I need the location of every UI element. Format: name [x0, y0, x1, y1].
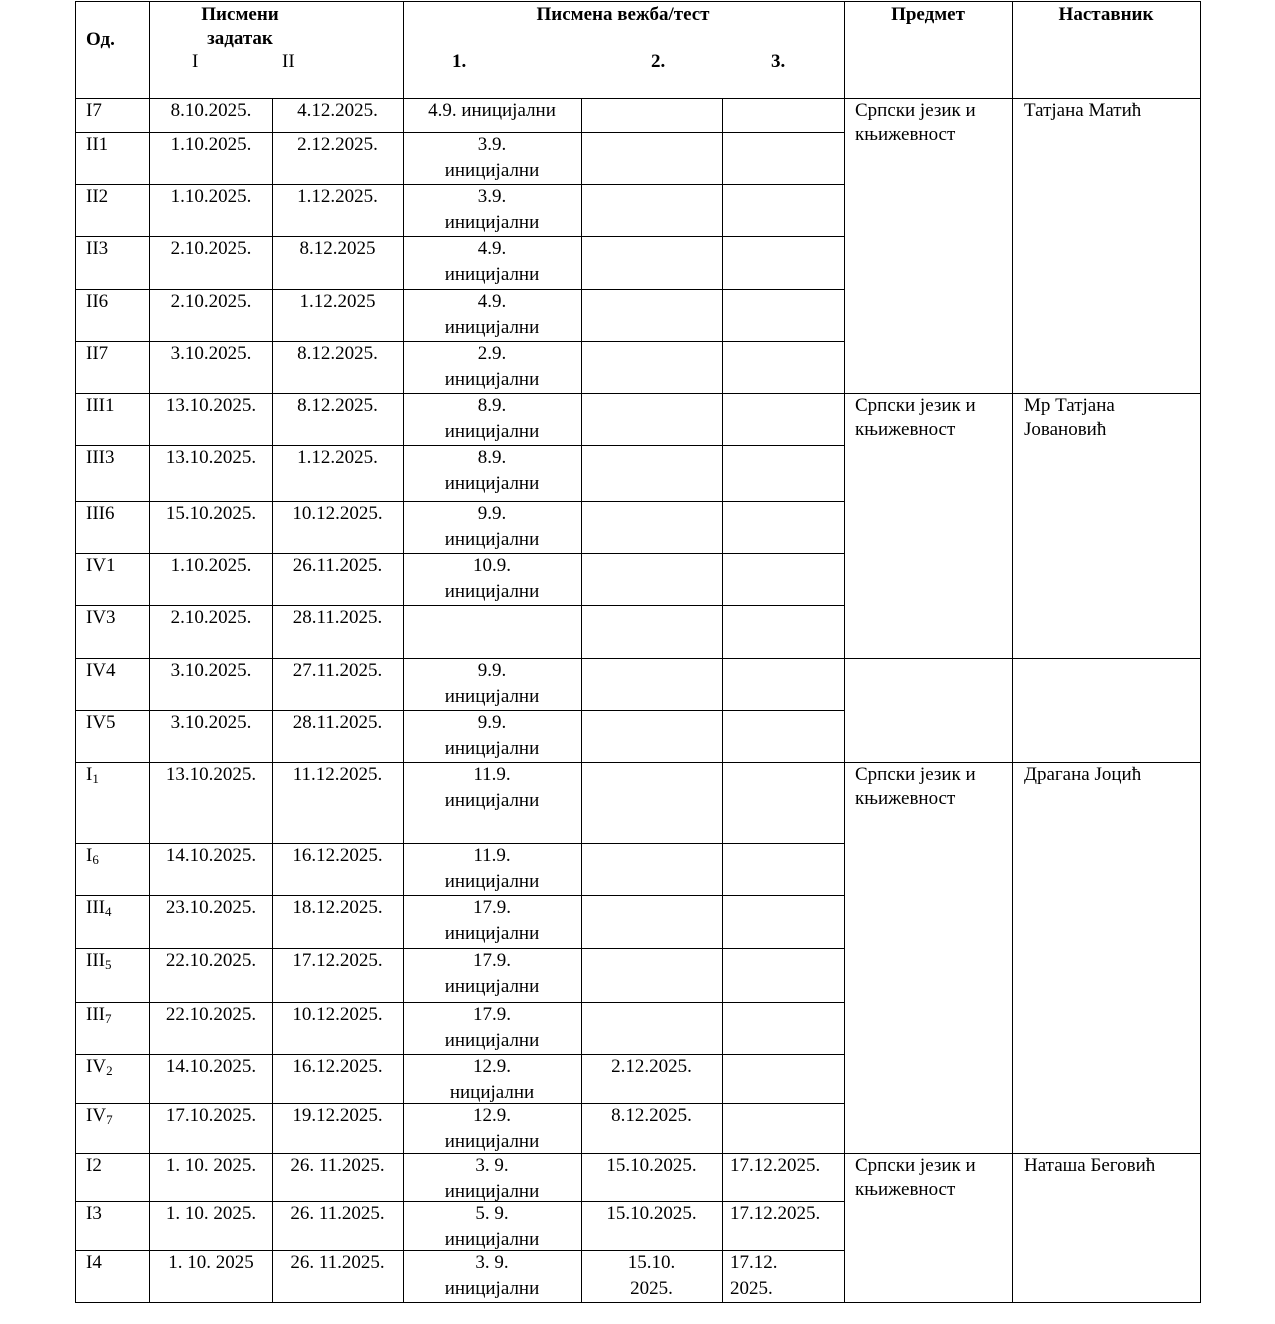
cell-zadatak-1: 13.10.2025.: [165, 395, 257, 416]
cell-od: IV3: [86, 607, 116, 628]
cell-test-1: 4.9.: [477, 238, 507, 259]
cell-zadatak-2: 26. 11.2025.: [290, 1155, 385, 1176]
cell-zadatak-2: 16.12.2025.: [292, 845, 383, 866]
cell-od: II7: [86, 343, 109, 364]
cell-test-1-note: иницијални: [444, 421, 540, 442]
cell-od-wrap: [86, 762, 99, 788]
cell-od-wrap: [86, 895, 111, 921]
header-vezba-1: 1.: [452, 51, 467, 72]
cell-zadatak-1: 17.10.2025.: [165, 1105, 257, 1126]
header-vezba-2: 2.: [651, 51, 666, 72]
cell-zadatak-2: 2.12.2025.: [297, 134, 378, 155]
cell-zadatak-2: 1.12.2025.: [297, 186, 378, 207]
cell-test-2: 15.10.2025.: [606, 1155, 697, 1176]
grid-line: [722, 98, 723, 1302]
grid-line: [844, 1, 845, 1302]
header-vezba-3: 3.: [771, 51, 786, 72]
cell-test-1-note: иницијални: [444, 976, 540, 997]
cell-zadatak-2: 10.12.2025.: [292, 1004, 383, 1025]
cell-test-1: 17.9.: [473, 897, 511, 918]
cell-od-wrap: [86, 1054, 113, 1080]
cell-od-wrap: [86, 948, 111, 974]
cell-test-1: 8.9.: [477, 395, 507, 416]
cell-od-subscript: 1: [92, 771, 99, 786]
cell-od: II6: [86, 291, 109, 312]
cell-od: I4: [86, 1252, 102, 1273]
cell-od-wrap: [86, 1103, 113, 1129]
cell-test-1: 10.9.: [473, 555, 511, 576]
cell-od: I3: [86, 1203, 102, 1224]
teacher-line1: Мр Татјана: [1024, 395, 1115, 416]
cell-zadatak-1: 15.10.2025.: [165, 503, 257, 524]
cell-test-1-note: иницијални: [444, 686, 540, 707]
subject-line1: Српски језик и: [855, 764, 976, 785]
cell-od: IV4: [86, 660, 116, 681]
header-pismeni-ii: II: [282, 51, 295, 72]
cell-test-3-cont: 2025.: [730, 1278, 773, 1299]
cell-zadatak-1: 8.10.2025.: [170, 100, 252, 121]
cell-test-1: 12.9.: [473, 1105, 511, 1126]
cell-zadatak-1: 1. 10. 2025.: [165, 1155, 257, 1176]
subject-line1: Српски језик и: [855, 1155, 976, 1176]
cell-zadatak-2: 26.11.2025.: [292, 555, 383, 576]
cell-zadatak-2: 16.12.2025.: [292, 1056, 383, 1077]
cell-test-3: 17.12.2025.: [730, 1155, 821, 1176]
cell-od: III: [86, 1004, 105, 1025]
cell-od: I7: [86, 100, 102, 121]
cell-zadatak-2: 17.12.2025.: [292, 950, 383, 971]
cell-test-2: 8.12.2025.: [611, 1105, 692, 1126]
cell-zadatak-1: 1.10.2025.: [170, 186, 252, 207]
subject-line2: књижевност: [855, 788, 956, 809]
cell-od-subscript: 6: [92, 852, 99, 867]
cell-od: III: [86, 950, 105, 971]
cell-test-1: 3. 9.: [475, 1155, 509, 1176]
grid-line: [1012, 1, 1013, 1302]
cell-zadatak-1: 1. 10. 2025.: [165, 1203, 257, 1224]
teacher-line1: Наташа Беговић: [1024, 1155, 1156, 1176]
cell-zadatak-2: 8.12.2025: [299, 238, 376, 259]
cell-zadatak-1: 1.10.2025.: [170, 134, 252, 155]
cell-zadatak-1: 13.10.2025.: [165, 764, 257, 785]
cell-zadatak-2: 8.12.2025.: [297, 343, 378, 364]
cell-od: II3: [86, 238, 109, 259]
cell-test-1-note: иницијални: [444, 738, 540, 759]
cell-od-subscript: 5: [104, 957, 112, 972]
cell-test-1-note: иницијални: [444, 1181, 540, 1202]
cell-test-1-note: иниција​лни: [444, 923, 540, 944]
cell-test-1-note: иницијални: [444, 1278, 540, 1299]
cell-test-1-note: иницијални: [444, 1229, 540, 1250]
cell-test-3: 17.12.2025.: [730, 1203, 821, 1224]
cell-zadatak-2: 19.12.2025.: [292, 1105, 383, 1126]
header-pismeni-i: I: [192, 51, 199, 72]
cell-test-2: 15.10.2025.: [606, 1203, 697, 1224]
cell-zadatak-2: 1.12.2025: [299, 291, 376, 312]
cell-test-1: 2.9.: [477, 343, 507, 364]
cell-test-1-note: иниција​лни: [444, 1131, 540, 1152]
cell-zadatak-1: 13.10.2025.: [165, 447, 257, 468]
subject-line2: књижевност: [855, 124, 956, 145]
cell-test-1-note: иниција​лни: [444, 160, 540, 181]
cell-od: II1: [86, 134, 109, 155]
cell-od-subscript: 7: [106, 1112, 113, 1127]
cell-test-1: 3. 9.: [475, 1252, 509, 1273]
cell-zadatak-2: 8.12.2025.: [297, 395, 378, 416]
cell-test-1: 17.9.: [473, 950, 511, 971]
cell-test-1: 5. 9.: [475, 1203, 509, 1224]
cell-od: III3: [86, 447, 115, 468]
cell-od: IV5: [86, 712, 116, 733]
cell-test-1-note: иницијални: [444, 529, 540, 550]
cell-zadatak-2: 18.12.2025.: [292, 897, 383, 918]
cell-zadatak-1: 23.10.2025.: [165, 897, 257, 918]
cell-od: IV: [86, 1105, 107, 1126]
cell-test-1: 4.9.: [477, 291, 507, 312]
cell-zadatak-1: 3.10.2025.: [170, 712, 252, 733]
cell-test-3: 17.12.: [730, 1252, 778, 1273]
cell-test-1: 9.9.: [477, 660, 507, 681]
cell-zadatak-2: 1.12.2025.: [297, 447, 378, 468]
cell-test-1: 9.9.: [477, 712, 507, 733]
cell-test-1-note: иницијални: [444, 212, 540, 233]
grid-line: [844, 658, 1201, 659]
cell-od-subscript: 2: [106, 1063, 113, 1078]
cell-test-1: 8.9.: [477, 447, 507, 468]
cell-od: I: [86, 764, 93, 785]
cell-od: III6: [86, 503, 115, 524]
header-vezba: Писмена вежба/тест: [536, 4, 710, 25]
header-pismeni-line1: Писмени: [201, 4, 279, 25]
cell-od-subscript: 7: [104, 1011, 112, 1026]
grid-line: [75, 1, 76, 1302]
cell-test-2: 15.10.: [627, 1252, 676, 1273]
cell-test-1-note: иницијални: [444, 264, 540, 285]
header-od: Од.: [86, 29, 115, 50]
cell-zadatak-2: 28.11.2025.: [292, 607, 383, 628]
cell-test-1: 11.9.: [473, 845, 511, 866]
cell-od: I: [86, 845, 93, 866]
cell-zadatak-2: 27.11.2025.: [292, 660, 383, 681]
cell-zadatak-1: 22.10.2025.: [165, 950, 257, 971]
subject-line2: књижевност: [855, 419, 956, 440]
cell-zadatak-2: 11.12.2025.: [292, 764, 383, 785]
cell-test-1-note: иницијални: [444, 473, 540, 494]
header-pismeni-line2: задатак: [207, 28, 273, 49]
cell-zadatak-2: 28.11.2025.: [292, 712, 383, 733]
cell-zadatak-1: 3.10.2025.: [170, 660, 252, 681]
cell-test-1-note: иниција​лни: [444, 871, 540, 892]
header-nastavnik: Наставник: [1058, 4, 1154, 25]
cell-zadatak-2: 26. 11.2025.: [290, 1203, 385, 1224]
cell-od: IV: [86, 1056, 107, 1077]
cell-zadatak-1: 14.10.2025.: [165, 845, 257, 866]
subject-line2: књижевност: [855, 1179, 956, 1200]
cell-test-1: 9.9.: [477, 503, 507, 524]
cell-od: III1: [86, 395, 115, 416]
cell-test-1: 17.9.: [473, 1004, 511, 1025]
cell-zadatak-1: 3.10.2025.: [170, 343, 252, 364]
cell-test-1: 3.9.: [477, 186, 507, 207]
cell-zadatak-1: 2.10.2025.: [170, 291, 252, 312]
cell-od-subscript: 4: [104, 904, 112, 919]
cell-zadatak-1: 1. 10. 2025: [168, 1252, 254, 1273]
teacher-line2: Јовановић: [1024, 419, 1107, 440]
cell-zadatak-1: 14.10.2025.: [165, 1056, 257, 1077]
cell-od-wrap: [86, 1002, 111, 1028]
cell-od: II2: [86, 186, 109, 207]
cell-test-1-note: иницијални: [444, 581, 540, 602]
grid-line: [75, 1302, 1201, 1303]
cell-od: IV1: [86, 555, 116, 576]
cell-od: I2: [86, 1155, 102, 1176]
cell-test-1-note: иницијални: [444, 1030, 540, 1051]
cell-zadatak-1: 1.10.2025.: [170, 555, 252, 576]
cell-test-1: 4.9. иницијални: [428, 100, 556, 121]
cell-test-1-note: ницијални: [449, 1082, 535, 1103]
cell-test-1: 3.9.: [477, 134, 507, 155]
cell-zadatak-2: 4.12.2025.: [297, 100, 378, 121]
cell-zadatak-2: 26. 11.2025.: [290, 1252, 385, 1273]
cell-test-1: 11.9.: [473, 764, 511, 785]
subject-line1: Српски језик и: [855, 100, 976, 121]
grid-line: [1200, 1, 1201, 1302]
cell-zadatak-2: 10.12.2025.: [292, 503, 383, 524]
cell-zadatak-1: 22.10.2025.: [165, 1004, 257, 1025]
cell-od-wrap: [86, 843, 99, 869]
cell-od: III: [86, 897, 105, 918]
cell-zadatak-1: 2.10.2025.: [170, 607, 252, 628]
subject-line1: Српски језик и: [855, 395, 976, 416]
cell-test-2-cont: 2025.: [630, 1278, 673, 1299]
cell-test-1-note: иницијални: [444, 369, 540, 390]
cell-zadatak-1: 2.10.2025.: [170, 238, 252, 259]
cell-test-1-note: иницијални: [444, 790, 540, 811]
header-predmet: Предмет: [891, 4, 965, 25]
cell-test-2: 2.12.2025.: [611, 1056, 692, 1077]
teacher-line1: Татјана Матић: [1024, 100, 1142, 121]
cell-test-1: 12.9.: [473, 1056, 511, 1077]
cell-test-1-note: иницијални: [444, 317, 540, 338]
teacher-line1: Драгана Јоцић: [1024, 764, 1142, 785]
